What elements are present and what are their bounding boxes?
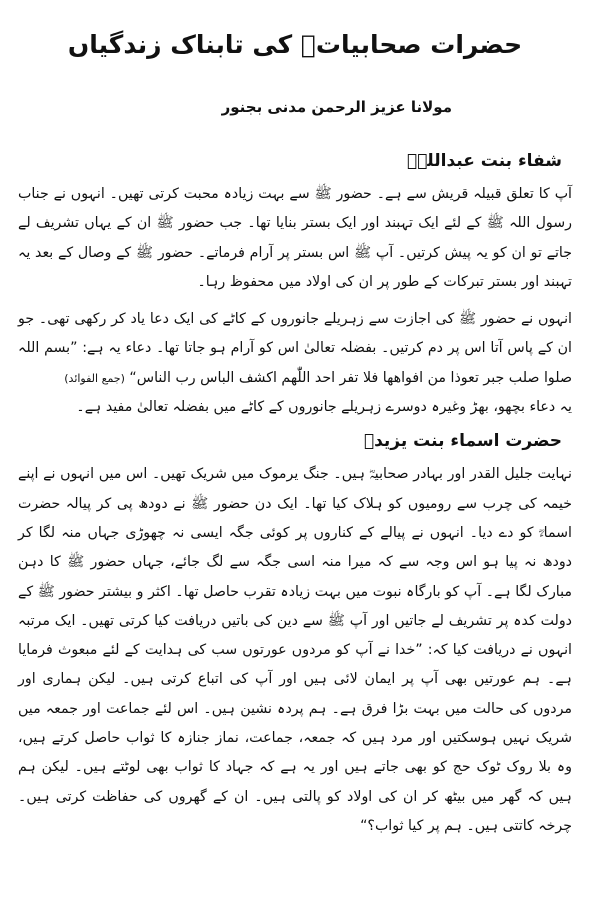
source-citation: (جمع الفوائد) bbox=[64, 371, 125, 385]
paragraph: نہایت جلیل القدر اور بہادر صحابیہؓ ہیں۔ جنگ یرموک میں شریک تھیں۔ اس میں انہوں نے اپنے خیمہ کی چرب سے رومیوں کو ہلاک کیا تھا۔ ایک دن حضور ﷺ نے دودھ پی کر پیالہ حضرت اسماءؓ کو دے دیا۔ انہوں نے پیالے کے کناروں پر کوئی جگہ ایسی نہ چھوڑی جہاں منہ لگا کر دودھ نہ پیا ہو اس وجہ سے کہ میرا منہ اسی جگہ سے لگ جائے، جہاں حضور ﷺ کا دہن مبارک لگا ہے۔ آپ کو بارگاہ نبوت میں بہت زیادہ تقرب حاصل تھا۔ اکثر و بیشتر حضور ﷺ کے دولت کدہ پر تشریف لے جاتیں اور آپ ﷺ سے دین کی باتیں دریافت کیا کرتی تھیں۔ ایک مرتبہ انہوں نے دریافت کیا کہ: ”خدا نے آپ کو مردوں عورتوں سب کی ہدایت کے لئے مبعوث فرمایا ہے۔ ہم عورتیں بھی آپ پر ایمان لائی ہیں اور آپ کی اتباع کرتی ہیں۔ لیکن ہماری اور مردوں کی حالت میں بہت بڑا فرق ہے۔ ہم پردہ نشین ہیں۔ اس لئے جماعت اور جمعہ میں شریک نہیں ہوسکتیں اور مرد ہیں کہ جمعہ، جماعت، نماز جنازہ کا ثواب حاصل کرتے ہیں، وہ بلا روک ٹوک حج کو بھی جاتے ہیں اور یہ ہے کہ جہاد کا ثواب بھی لوٹتے ہیں۔ لیکن ہم ہیں کہ گھر میں بیٹھ کر ان کی اولاد کو پالتی ہیں۔ ان کے گھروں کی حفاظت کرتی ہیں۔ چرخہ کاتتی ہیں۔ ہم پر کیا ثواب؟“ bbox=[18, 466, 572, 834]
section-shifa bbox=[18, 148, 572, 422]
paragraph bbox=[18, 305, 572, 393]
section-heading: شفاء بنت عبداللہؓ bbox=[406, 151, 562, 171]
paragraph: یہ دعاء بچھو، بھڑ وغیرہ دوسرے زہریلے جانوروں کے کاٹے میں بفضلہ تعالیٰ مفید ہے۔ bbox=[76, 399, 572, 416]
section-heading: حضرت اسماء بنت یزیدؓ bbox=[363, 431, 562, 452]
author-line: مولانا عزیز الرحمن مدنی بجنور bbox=[221, 98, 452, 116]
paragraph: آپ کا تعلق قبیلہ قریش سے ہے۔ حضور ﷺ سے بہت زیادہ محبت کرتی تھیں۔ انہوں نے جناب رسول اللہ ﷺ کے لئے ایک تہبند اور ایک بستر بنایا تھا۔ جب حضور ﷺ ان کے یہاں تشریف لے جاتے تو ان کو یہ پیش کرتیں۔ آپ ﷺ اس بستر پر آرام فرماتے۔ حضور ﷺ کے وصال کے بعد یہ تہبند اور بستر تبرکات کے طور پر ان کی اولاد میں محفوظ رہا۔ bbox=[18, 186, 572, 290]
section-asma bbox=[18, 428, 572, 841]
paragraph-text: انہوں نے حضور ﷺ کی اجازت سے زہریلے جانوروں کے کاٹے کی ایک دعا یاد کر رکھی تھی۔ جو ان کے پاس آتا اس پر دم کرتیں۔ بفضلہ تعالیٰ اس کو آرام ہو جاتا تھا۔ دعاء یہ ہے: ”بسم اللہ صلوا صلب جبر تعوذا من افواھھا فلا تفر احد اللّٰھم اکشف الباس رب الناس“ bbox=[18, 311, 572, 386]
page-title: حضرات صحابیاتؓ کی تابناک زندگیاں bbox=[67, 30, 523, 59]
